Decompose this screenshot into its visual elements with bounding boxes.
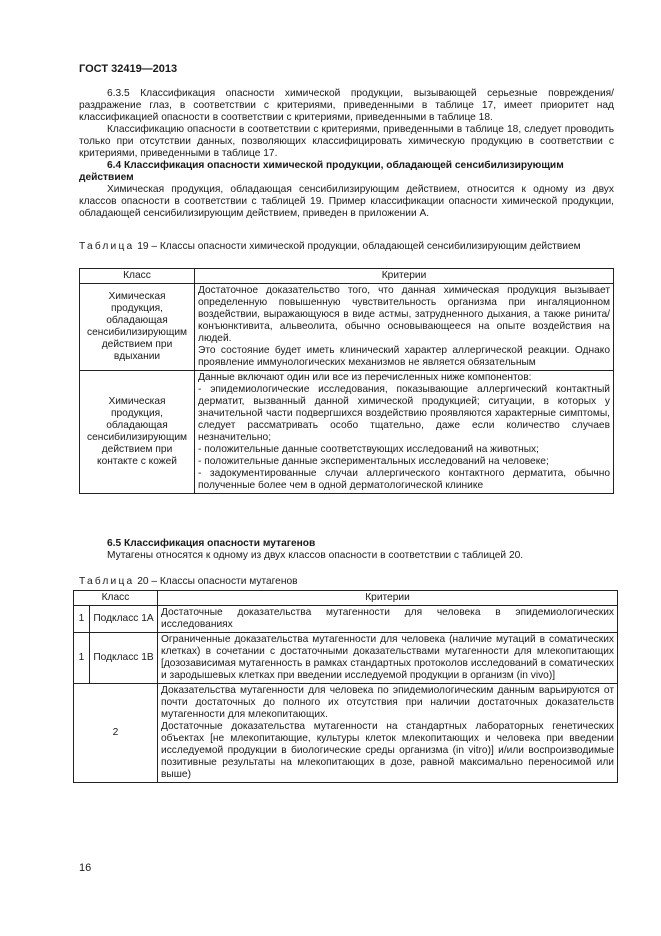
class-number-cell: 2 bbox=[74, 684, 158, 783]
column-header-criteria: Критерии bbox=[158, 591, 618, 606]
table-19 bbox=[79, 268, 614, 494]
table-20 bbox=[73, 590, 618, 783]
criteria-line: Достаточные доказательства мутагенности на стандартных лабораторных генетических объектах [не млекопитающие, культуры клеток млекопитающих и человека при введении исследуемой продукции в биологические среды организма (in vitro)] и/или воспроизводимые позитивные результаты на млекопитающих в дозе, равной максимально переносимой или выше) bbox=[161, 721, 614, 780]
table-20-caption bbox=[79, 576, 614, 588]
caption-word: Таблица bbox=[79, 241, 135, 252]
criteria-cell bbox=[195, 284, 614, 371]
table-row bbox=[80, 284, 614, 371]
document-header: ГОСТ 32419—2013 bbox=[79, 63, 178, 75]
page-number: 16 bbox=[79, 862, 92, 874]
subclass-cell: Подкласс 1В bbox=[90, 633, 158, 684]
class-number-cell: 1 bbox=[74, 606, 90, 633]
section-6-3-5 bbox=[79, 88, 614, 220]
column-header-class: Класс bbox=[74, 591, 158, 606]
table-19-caption bbox=[79, 241, 614, 253]
criteria-line: Доказательства мутагенности для человека по эпидемиологическим данным варьируются от почти достаточных до полного их отсутствия при наличии достаточных доказательств мутагенности для млекопитающих. bbox=[161, 685, 614, 720]
caption-text: 20 – Классы опасности мутагенов bbox=[137, 576, 298, 587]
class-cell: Химическая продукция, обладающая сенсибилизирующим действием при контакте с кожей bbox=[80, 371, 195, 494]
criteria-line: Данные включают один или все из перечисленных ниже компонентов: bbox=[198, 372, 532, 383]
table-header-row bbox=[74, 591, 618, 606]
paragraph: Классификацию опасности в соответствии с критериями, приведенными в таблице 18, следует проводить только при отсутствии данных, позволяющих классифицировать химическую продукцию в соответствии с критериями, приведенными в таблице 17. bbox=[79, 124, 614, 159]
criteria-line: - положительные данные соответствующих исследований на животных; bbox=[198, 444, 539, 455]
paragraph: 6.3.5 Классификация опасности химической продукции, вызывающей серьезные повреждения/раздражение глаз, в соответствии с критериями, приведенными в таблице 17, имеет приоритет над классификацией опасности в соответствии с критериями, приведенными в таблице 18. bbox=[79, 88, 614, 123]
class-number-cell: 1 bbox=[74, 633, 90, 684]
table-row bbox=[74, 684, 618, 783]
criteria-cell bbox=[195, 371, 614, 494]
criteria-line: Это состояние будет иметь клинический характер аллергической реакции. Однако проявление иммунологических механизмов не является обязательным bbox=[198, 345, 610, 368]
section-title-6-5: 6.5 Классификация опасности мутагенов bbox=[107, 538, 316, 549]
subclass-cell: Подкласс 1А bbox=[90, 606, 158, 633]
column-header-criteria: Критерии bbox=[195, 269, 614, 284]
caption-word: Таблица bbox=[79, 576, 135, 587]
table-row bbox=[74, 633, 618, 684]
paragraph: Химическая продукция, обладающая сенсибилизирующим действием, относится к одному из двух классов опасности в соответствии с таблицей 19. Пример классификации опасности химической продукции, обладающей сенсибилизирующим действием, приведен в приложении А. bbox=[79, 184, 614, 219]
column-header-class: Класс bbox=[80, 269, 195, 284]
criteria-line: - эпидемиологические исследования, показывающие аллергический контактный дерматит, вызванный данной химической продукцией; ситуации, в которых у значительной части подвергшихся воздействию проявляются характерные симптомы, следует рассматривать особо тщательно, даже если количество случаев незначительно; bbox=[198, 384, 610, 443]
criteria-line: Ограниченные доказательства мутагенности для человека (наличие мутаций в соматических клетках) в сочетании с достаточными доказательствами мутагенности для млекопитающих [дозозависимая мутагенность в рамках стандартных протоколов исследований в соматических и зародышевых клетках при введении исследуемой продукции в организм (in vivo)] bbox=[161, 634, 614, 681]
section-6-5 bbox=[79, 538, 614, 562]
criteria-cell bbox=[158, 684, 618, 783]
criteria-line: - положительные данные экспериментальных исследований на человеке; bbox=[198, 456, 549, 467]
criteria-line: Достаточные доказательства мутагенности для человека в эпидемиологических исследованиях bbox=[161, 607, 614, 630]
class-cell: Химическая продукция, обладающая сенсибилизирующим действием при вдыхании bbox=[80, 284, 195, 371]
criteria-cell bbox=[158, 606, 618, 633]
criteria-line: - задокументированные случаи аллергического контактного дерматита, обычно полученные более чем в одной дерматологической клинике bbox=[198, 468, 610, 491]
table-row bbox=[80, 371, 614, 494]
criteria-line: Достаточное доказательство того, что данная химическая продукция вызывает определенную повышенную чувствительность организма при ингаляционном воздействии, выражающуюся в виде астмы, затрудненного дыхания, а также ринита/конъюнктивита, альвеолита, обычно основывающееся на опыте воздействия на людей. bbox=[198, 285, 610, 344]
criteria-cell bbox=[158, 633, 618, 684]
table-header-row bbox=[80, 269, 614, 284]
caption-text: 19 – Классы опасности химической продукции, обладающей сенсибилизирующим действием bbox=[137, 241, 581, 252]
table-row bbox=[74, 606, 618, 633]
paragraph: Мутагены относятся к одному из двух классов опасности в соответствии с таблицей 20. bbox=[107, 550, 524, 561]
section-title-6-4: 6.4 Классификация опасности химической продукции, обладающей сенсибилизирующим действием bbox=[79, 160, 564, 183]
